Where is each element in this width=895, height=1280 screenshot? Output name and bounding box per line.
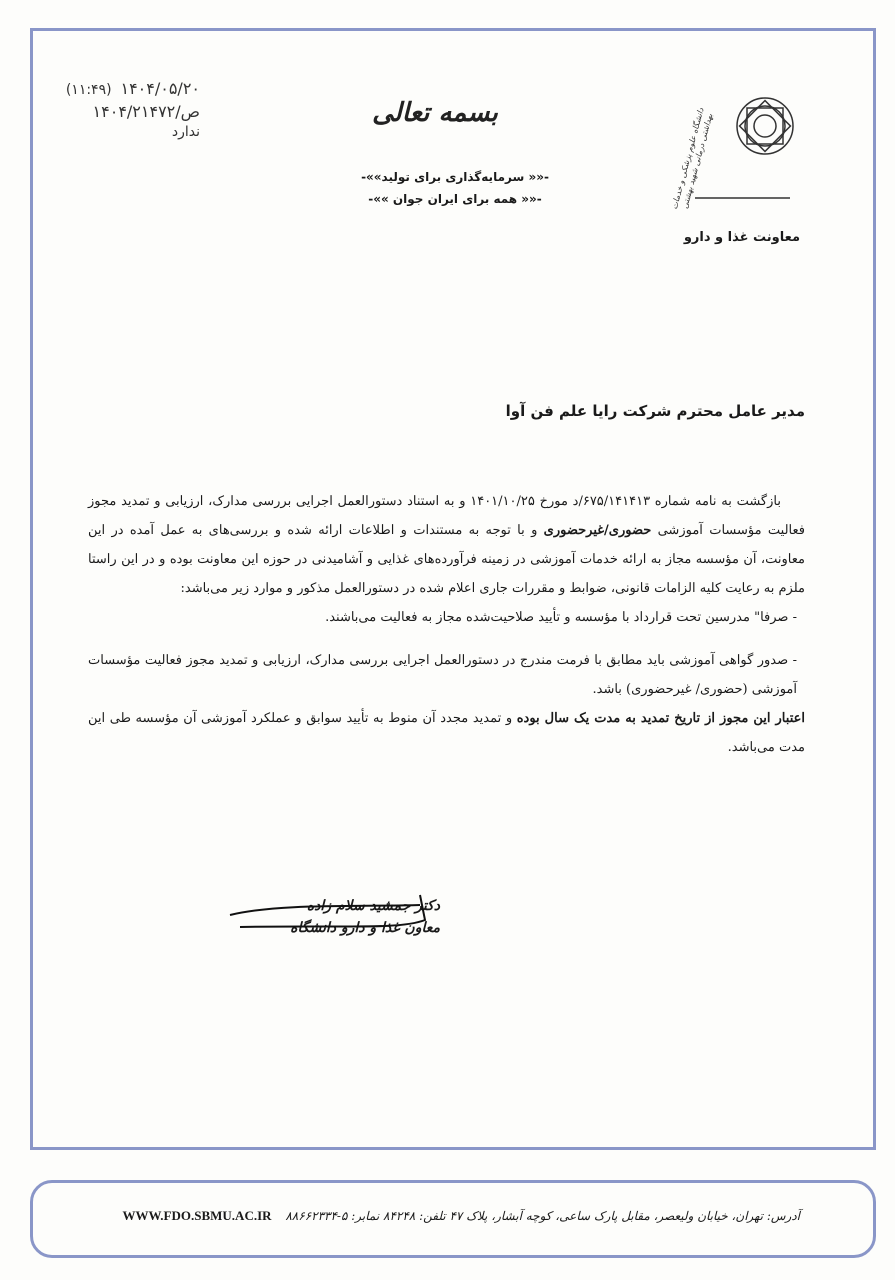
list-item: - صدور گواهی آموزشی باید مطابق با فرمت مندرج در دستورالعمل اجرایی بررسی مدارک، ارزیابی و تمدید مجوز فعالیت مؤسسات آموزشی (حضوری/ غیرحضوری) باشد. [88,653,797,697]
signatory-title: معاون غذا و دارو دانشگاه [290,920,440,936]
signature-block [230,895,440,955]
slogan-2: -«« همه برای ایران جوان »»- [368,192,542,206]
footer-address: آدرس: تهران، خیابان ولیعصر، مقابل پارک ساعی، کوچه آبشار، پلاک ۴۷ تلفن: ۸۴۲۴۸ نمابر: ۵-۸۸۶۶۲۳۳۴ [285,1209,800,1223]
letter-time: (۱۱:۴۹) [65,82,112,98]
addressee: مدیر عامل محترم شرکت رایا علم فن آوا [505,402,805,420]
university-logo-text: دانشگاه علوم پزشکی و خدمات بهداشتی درمانی شهید بهشتی [669,106,715,211]
paragraph-1: بازگشت به نامه شماره ۶۷۵/۱۴۱۴۱۳/د مورخ ۱۴۰۱/۱۰/۲۵ و به استناد دستورالعمل اجرایی بررسی مدارک، ارزیابی و تمدید مجوز فعالیت مؤسسات آموزشی حضوری/غیرحضوری و با توجه به مستندات و اطلاعات ارائه شده و بررسی‌های به عمل آمده در این معاونت، آن مؤسسه مجاز به ارائه خدمات آموزشی در زمینه فرآورده‌های غذایی و آشامیدنی در حوزه این معاونت بوده و در این راستا ملزم به رعایت کلیه الزامات قانونی، ضوابط و مقررات جاری اعلام شده در دستورالعمل مذکور و موارد زیر می‌باشد: [88,494,805,596]
letter-body [88,487,805,762]
letter-date: ۱۴۰۴/۰۵/۲۰ [120,79,200,98]
footer-contact [90,1208,800,1224]
attendance-type: حضوری/غیرحضوری [543,523,652,538]
signatory-name: دکتر جمشید سلام زاده [306,898,440,914]
footer-website: WWW.FDO.SBMU.AC.IR [122,1208,272,1223]
basmala-calligraphy: بسمه تعالی [372,98,498,128]
slogan-1: -«« سرمایه‌گذاری برای تولید»»- [361,170,549,184]
closing-paragraph: اعتبار این مجوز از تاریخ تمدید به مدت یک سال بوده و تمدید مجدد آن منوط به تأیید سوابق و عملکرد آموزشی آن مؤسسه طی این مدت می‌باشد. [88,711,805,755]
letter-meta [40,78,200,143]
list-item: - صرفا" مدرسین تحت قرارداد با مؤسسه و تأیید صلاحیت‌شده مجاز به فعالیت می‌باشند. [325,610,797,625]
letter-attachment: ندارد [171,124,200,140]
department-name: معاونت غذا و دارو [683,230,800,245]
letter-number: ۱۴۰۴/ص/۲۱۴۷۲ [92,102,200,121]
handwritten-signature [220,885,450,945]
